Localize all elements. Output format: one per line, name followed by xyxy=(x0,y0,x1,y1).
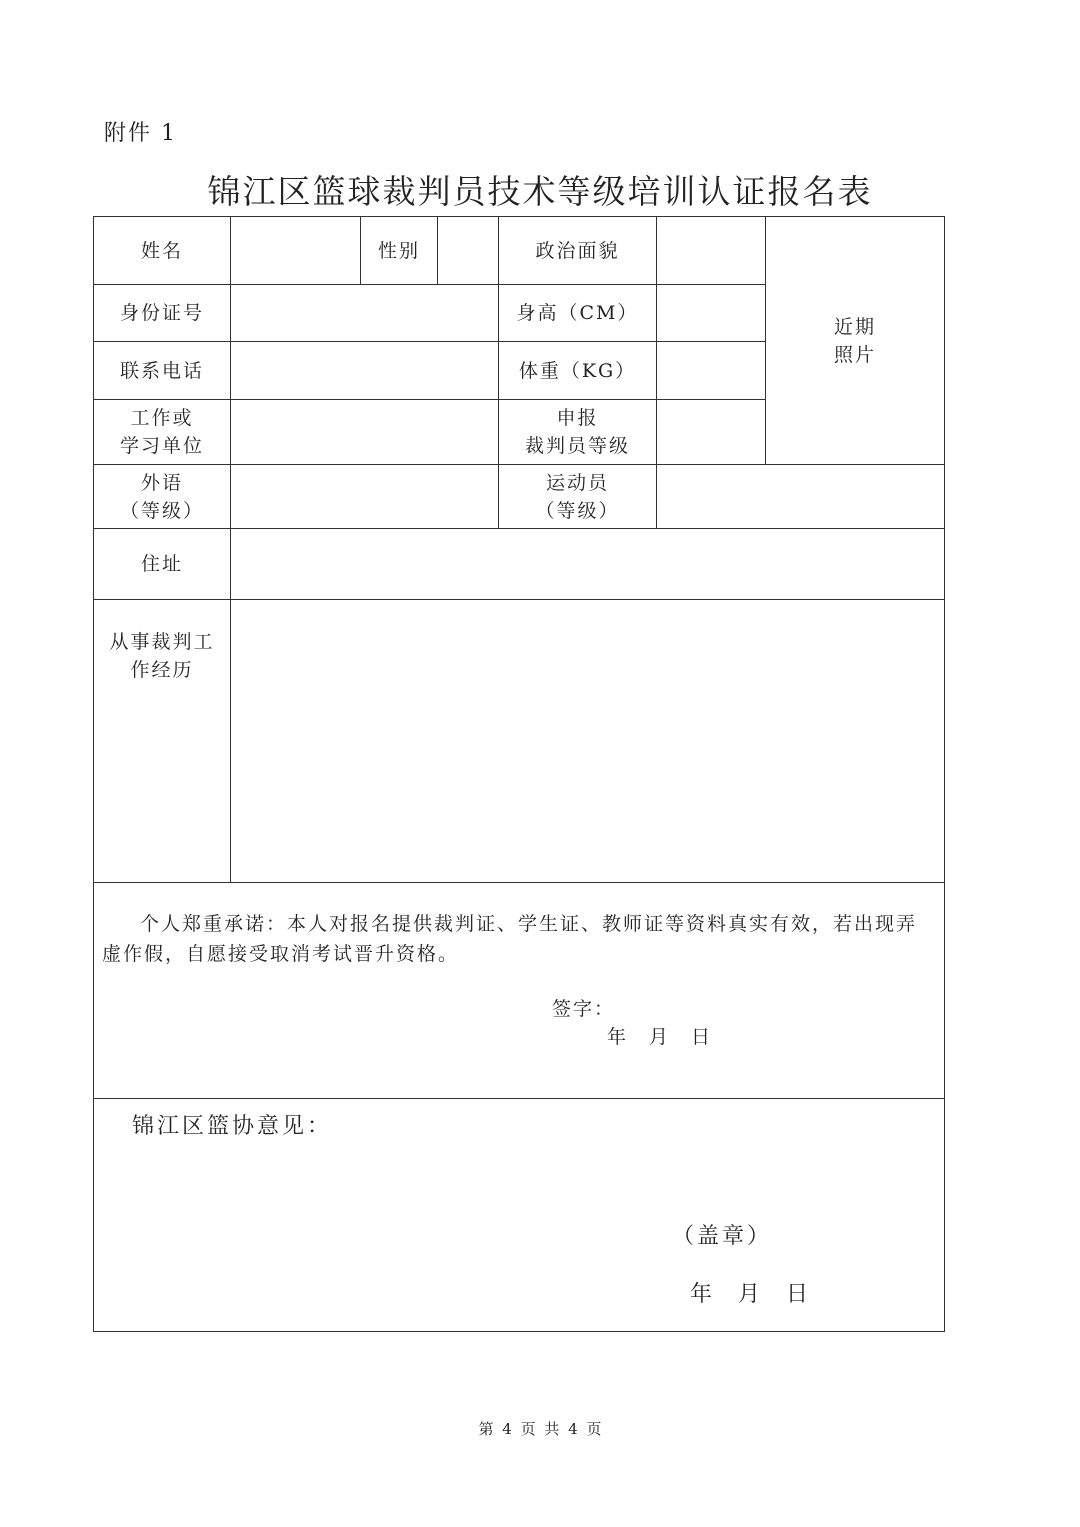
registration-form-table xyxy=(93,216,945,1332)
athlete-level-label xyxy=(499,465,657,529)
opinion-date: 年 月 日 xyxy=(690,1282,811,1307)
attachment-label: 附件 1 xyxy=(104,121,177,146)
work-unit-field[interactable] xyxy=(231,400,499,465)
language-label-line1: 外语 xyxy=(140,471,183,494)
work-unit-label-line1: 工作或 xyxy=(130,407,194,429)
address-field[interactable] xyxy=(231,529,945,600)
weight-label: 体重（KG） xyxy=(499,342,657,400)
phone-label: 联系电话 xyxy=(94,342,231,400)
referee-level-label xyxy=(499,400,657,465)
experience-label-line1: 从事裁判工 xyxy=(109,631,215,653)
pledge-date: 年 月 日 xyxy=(607,1026,713,1048)
name-label: 姓名 xyxy=(94,217,231,285)
association-opinion-label: 锦江区篮协意见： xyxy=(132,1114,333,1139)
height-field[interactable] xyxy=(657,285,766,342)
language-label-line2: （等级） xyxy=(119,499,204,522)
id-number-field[interactable] xyxy=(231,285,499,342)
page-footer: 第 4 页 共 4 页 xyxy=(478,1420,602,1438)
phone-field[interactable] xyxy=(231,342,499,400)
political-status-field[interactable] xyxy=(657,217,766,285)
pledge-text: 个人郑重承诺：本人对报名提供裁判证、学生证、教师证等资料真实有效，若出现弄虚作假，自愿接受取消考试晋升资格。 xyxy=(102,913,918,965)
photo-label-line1: 近期 xyxy=(833,315,876,338)
referee-level-label-line1: 申报 xyxy=(556,407,599,429)
political-status-label: 政治面貌 xyxy=(499,217,657,285)
language-label xyxy=(94,465,231,529)
weight-field[interactable] xyxy=(657,342,766,400)
form-title: 锦江区篮球裁判员技术等级培训认证报名表 xyxy=(207,172,873,211)
experience-label-line2: 作经历 xyxy=(130,659,194,681)
referee-level-label-line2: 裁判员等级 xyxy=(524,435,630,457)
athlete-level-field[interactable] xyxy=(657,465,945,529)
address-label: 住址 xyxy=(94,529,231,600)
pledge-section xyxy=(94,883,945,1099)
gender-label: 性别 xyxy=(361,217,438,285)
athlete-level-label-line2: （等级） xyxy=(535,499,620,522)
stamp-label: （盖章） xyxy=(672,1224,773,1249)
association-opinion-section xyxy=(94,1099,945,1332)
athlete-level-label-line1: 运动员 xyxy=(545,471,609,494)
photo-box[interactable] xyxy=(766,217,945,465)
work-unit-label-line2: 学习单位 xyxy=(119,435,204,457)
experience-label xyxy=(94,600,231,883)
referee-level-field[interactable] xyxy=(657,400,766,465)
photo-label-line2: 照片 xyxy=(833,343,876,366)
gender-field[interactable] xyxy=(438,217,499,285)
language-field[interactable] xyxy=(231,465,499,529)
signature-label: 签字： xyxy=(552,998,616,1020)
height-label: 身高（CM） xyxy=(499,285,657,342)
name-field[interactable] xyxy=(231,217,361,285)
work-unit-label xyxy=(94,400,231,465)
id-number-label: 身份证号 xyxy=(94,285,231,342)
experience-field[interactable] xyxy=(231,600,945,883)
